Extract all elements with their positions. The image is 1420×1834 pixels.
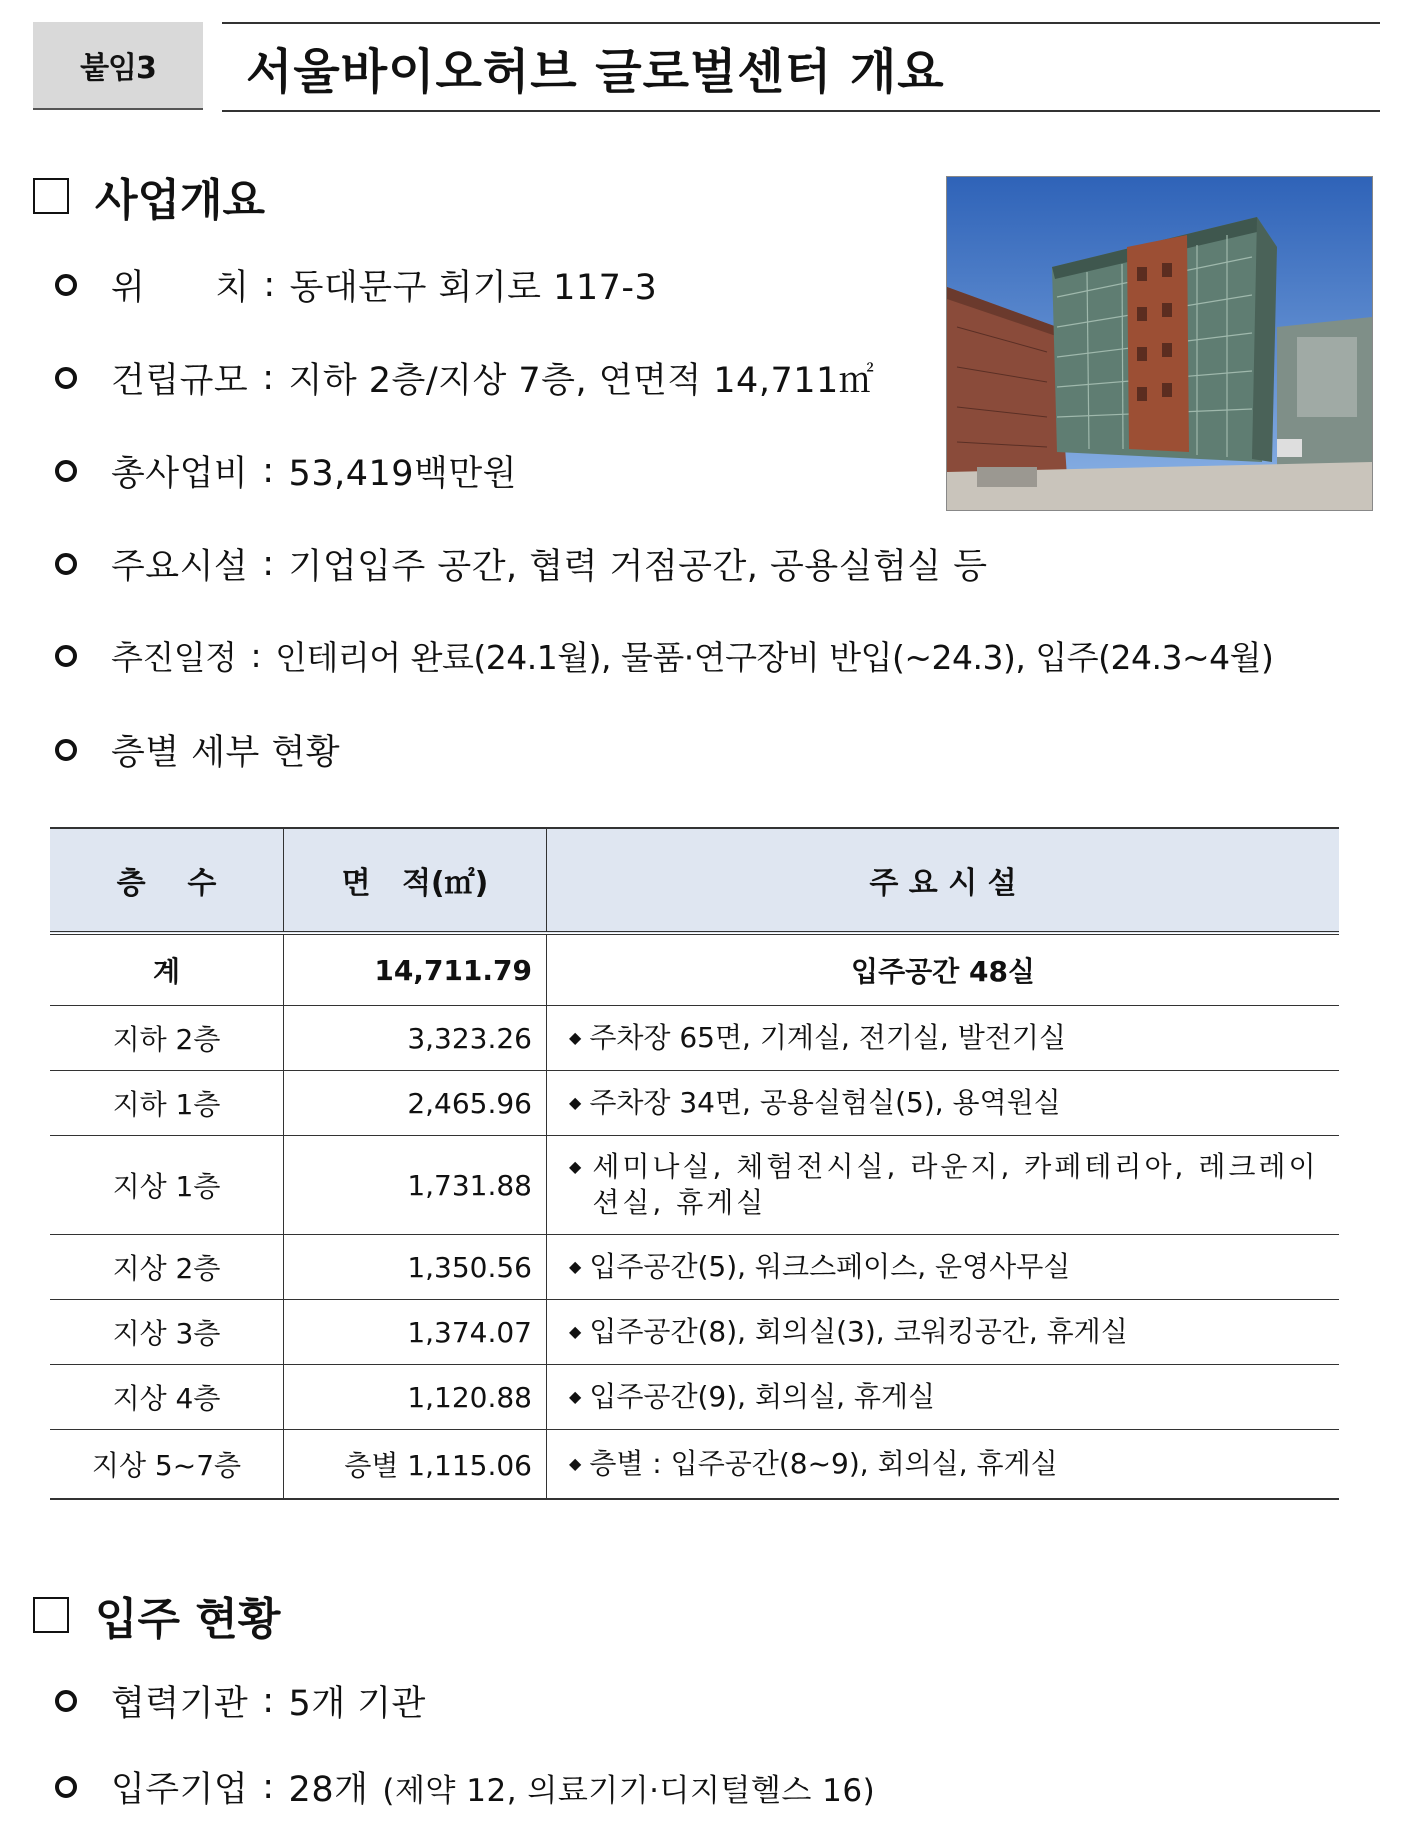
cell-facility: ◆ 층별 : 입주공간(8~9), 회의실, 휴게실 — [547, 1430, 1340, 1500]
table-row — [50, 1235, 1339, 1300]
building-photo — [946, 176, 1373, 511]
item-value: 5개 기관 — [288, 1684, 426, 1724]
circle-bullet-icon — [55, 739, 77, 761]
section-title: 입주 현황 — [95, 1594, 281, 1645]
checkbox-square-icon — [33, 1597, 69, 1633]
cell-facility: ◆ 주차장 34면, 공용실험실(5), 용역원실 — [547, 1071, 1340, 1136]
cell-floor: 지하 2층 — [50, 1006, 284, 1071]
overview-item-schedule: 추진일정 : 인테리어 완료(24.1월), 물품·연구장비 반입(~24.3), 입주(24.3~4월) — [55, 632, 1273, 679]
table-row — [50, 1071, 1339, 1136]
cell-floor: 지상 2층 — [50, 1235, 284, 1300]
section-heading-overview — [33, 164, 265, 228]
cell-floor: 지상 5~7층 — [50, 1430, 284, 1500]
overview-item-facilities: 주요시설 : 기업입주 공간, 협력 거점공간, 공용실험실 등 — [55, 539, 988, 589]
diamond-bullet-icon: ◆ — [569, 1386, 582, 1406]
item-label: 입주기업 — [111, 1770, 249, 1810]
item-label: 위 치 — [111, 268, 250, 308]
table-row — [50, 1006, 1339, 1071]
table-row-total — [50, 933, 1339, 1006]
overview-item-scale: 건립규모 : 지하 2층/지상 7층, 연면적 14,711㎡ — [55, 353, 874, 403]
overview-item-location: 위 치 : 동대문구 회기로 117-3 — [55, 260, 657, 310]
item-value: 동대문구 회기로 117-3 — [289, 268, 658, 308]
item-label: 층별 세부 현황 — [111, 733, 341, 773]
table-header-row — [50, 828, 1339, 933]
cell-floor: 지상 3층 — [50, 1300, 284, 1365]
cell-facility: ◆ 입주공간(8), 회의실(3), 코워킹공간, 휴게실 — [547, 1300, 1340, 1365]
cell-facility: 입주공간 48실 — [547, 933, 1340, 1006]
tenant-item-partners: 협력기관 : 5개 기관 — [55, 1676, 426, 1726]
circle-bullet-icon — [55, 274, 77, 296]
item-value: 28개 — [288, 1770, 369, 1810]
header-floor: 층 수 — [50, 828, 284, 933]
circle-bullet-icon — [55, 1690, 77, 1712]
cell-floor: 지상 4층 — [50, 1365, 284, 1430]
circle-bullet-icon — [55, 460, 77, 482]
item-value: 기업입주 공간, 협력 거점공간, 공용실험실 등 — [288, 547, 988, 587]
item-value: 지하 2층/지상 7층, 연면적 14,711㎡ — [288, 361, 875, 401]
cell-area: 2,465.96 — [284, 1071, 547, 1136]
cell-facility: ◆ 세미나실, 체험전시실, 라운지, 카페테리아, 레크레이션실, 휴게실 — [547, 1136, 1340, 1235]
item-label: 총사업비 — [111, 454, 249, 494]
section-title: 사업개요 — [95, 175, 266, 226]
cell-area: 3,323.26 — [284, 1006, 547, 1071]
cell-area: 1,350.56 — [284, 1235, 547, 1300]
cell-floor: 계 — [50, 933, 284, 1006]
overview-item-budget: 총사업비 : 53,419백만원 — [55, 446, 517, 496]
checkbox-square-icon — [33, 178, 69, 214]
circle-bullet-icon — [55, 367, 77, 389]
item-label: 협력기관 — [111, 1684, 249, 1724]
cell-facility: ◆ 입주공간(9), 회의실, 휴게실 — [547, 1365, 1340, 1430]
diamond-bullet-icon: ◆ — [569, 1092, 582, 1112]
item-value: 인테리어 완료(24.1월), 물품·연구장비 반입(~24.3), 입주(24.3~4월) — [275, 638, 1274, 677]
cell-area: 1,731.88 — [284, 1136, 547, 1235]
cell-area: 1,374.07 — [284, 1300, 547, 1365]
header-area: 면 적(㎡) — [284, 828, 547, 933]
tenant-item-companies: 입주기업 : 28개 (제약 12, 의료기기·디지털헬스 16) — [55, 1762, 875, 1812]
diamond-bullet-icon: ◆ — [569, 1321, 582, 1341]
section-heading-tenants — [33, 1583, 280, 1647]
cell-facility: ◆ 입주공간(5), 워크스페이스, 운영사무실 — [547, 1235, 1340, 1300]
diamond-bullet-icon: ◆ — [569, 1453, 582, 1473]
diamond-bullet-icon: ◆ — [569, 1156, 585, 1176]
cell-facility: ◆ 주차장 65면, 기계실, 전기실, 발전기실 — [547, 1006, 1340, 1071]
item-label: 건립규모 — [111, 361, 249, 401]
attachment-tag: 붙임3 — [33, 22, 203, 110]
table-row — [50, 1300, 1339, 1365]
cell-area: 14,711.79 — [284, 933, 547, 1006]
title-bar — [222, 22, 1380, 112]
table-row — [50, 1430, 1339, 1500]
circle-bullet-icon — [55, 645, 77, 667]
item-label: 추진일정 — [111, 638, 237, 677]
cell-area: 층별 1,115.06 — [284, 1430, 547, 1500]
table-row — [50, 1136, 1339, 1235]
circle-bullet-icon — [55, 1776, 77, 1798]
page-title: 서울바이오허브 글로벌센터 개요 — [246, 43, 945, 100]
diamond-bullet-icon: ◆ — [569, 1256, 582, 1276]
cell-floor: 지하 1층 — [50, 1071, 284, 1136]
item-note: (제약 12, 의료기기·디지털헬스 16) — [382, 1772, 876, 1809]
cell-area: 1,120.88 — [284, 1365, 547, 1430]
diamond-bullet-icon: ◆ — [569, 1027, 582, 1047]
table-row — [50, 1365, 1339, 1430]
item-value: 53,419백만원 — [288, 454, 517, 494]
overview-floor-detail — [55, 725, 340, 775]
circle-bullet-icon — [55, 553, 77, 575]
floor-detail-table — [50, 827, 1339, 1500]
item-label: 주요시설 — [111, 547, 249, 587]
header-facility: 주 요 시 설 — [547, 828, 1340, 933]
cell-floor: 지상 1층 — [50, 1136, 284, 1235]
